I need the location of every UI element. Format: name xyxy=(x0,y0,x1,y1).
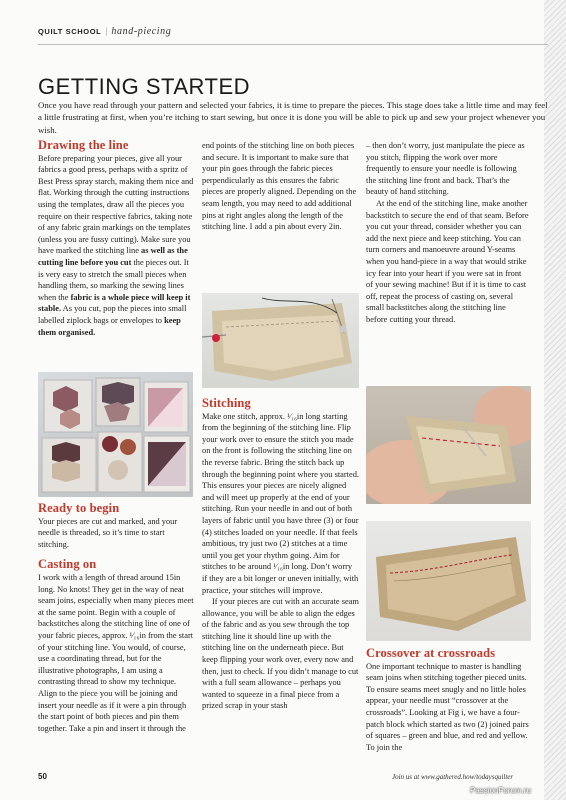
fabric-pieces-photo xyxy=(38,372,193,497)
drawing-highlight-3: keep them organised. xyxy=(38,315,181,337)
heading-stitching: Stitching xyxy=(202,396,251,410)
stitching-paragraph-4: At the end of the stitching line, make another backstitch to secure the end of that seam. Before you cut your thread, consider whether you can add the next piece and keep stitching. You can turn corners and manoeuvre around Y-seams when you hand-piece in a way that would strike icy fear into your heart if you were sat in front of your sewing machine! But if it is time to cast off, repeat the process of casting on, several small backstitches along the stitching line before cutting your thread. xyxy=(366,198,529,324)
column-3-bottom xyxy=(366,648,529,753)
stitching-paragraph-1: Make one stitch, approx. ¹⁄₁₆in long starting from the beginning of the stitching line. Flip your work over to ensure the stitch you made on the front is following the stitching line on the reverse fabric. Bring the stitch back up through the beginning point where you started. This ensures your pieces are nicely aligned and will meet up properly at the end of your stitching. Run your needle in and out of both layers of fabric until you have three (3) or four (4) stitches loaded on your needle. If that feels ambitious, try just two (2) stitches at a time until you get your rhythm going. Aim for stitches to be around ¹⁄₁₆in long. Don’t worry if they are a bit longer or uneven initially, with practice, your stitches will improve. xyxy=(202,411,359,595)
page-number: 50 xyxy=(38,772,47,781)
column-3-top xyxy=(366,140,529,326)
needle-stitching-photo xyxy=(366,386,531,504)
drawing-text-a: Before preparing your pieces, give all your fabrics a good press, perhaps with a spritz of Best Press spray starch, making them nice and flat. Working through the cutting instructions using the templates, draw all the pieces you require on their respective fabrics, taking note of any fabric grain markings on the templates (unless you are fussy cutting). Make sure you have marked the stitching line xyxy=(38,153,194,256)
intro-paragraph: Once you have read through your pattern and selected your fabrics, it is time to prepare the pieces. This stage does take a little time and may feel a little frustrating at first, when you’re itching to start sewing, but once it is done you will be able to pick up and sew your project whenever you wish. xyxy=(38,100,548,135)
finished-seam-photo xyxy=(366,521,531,641)
page-title: GETTING STARTED xyxy=(38,74,251,99)
column-2-top xyxy=(202,140,359,233)
running-header xyxy=(38,26,171,37)
watermark-text: PassionForum.ru xyxy=(470,786,531,795)
stitching-paragraph-3: – then don’t worry, just manipulate the piece as you stitch, flipping the work over more frequently to ensure your needle is following the stitching line front and back. That’s the beauty of hand stitching. xyxy=(366,141,525,197)
heading-drawing-the-line: Drawing the line xyxy=(38,138,129,152)
footer-join-link[interactable]: Join us at www.gathered.how/todaysquilter xyxy=(392,773,514,781)
column-2-bottom xyxy=(202,398,359,712)
crossover-paragraph: One important technique to master is handling seam joins when stitching together pieced units. To ensure seams meet snugly and no little holes appear, your needle must “crossover at the crossroads”. Looking at Fig i, we have a four-patch block which started as two (2) joined pairs of squares – green and blue, and red and yellow. To join the xyxy=(366,661,529,752)
heading-crossover-at-crossroads: Crossover at crossroads xyxy=(366,646,496,660)
pinned-pieces-photo xyxy=(202,293,359,388)
section-label: QUILT SCHOOL xyxy=(38,27,102,36)
header-separator: | xyxy=(105,26,108,36)
drawing-text-c: the pieces out. It is very easy to stretch the small pieces when handling them, so marking the sewing lines when the xyxy=(38,257,189,302)
drawing-continued-paragraph: end points of the stitching line on both pieces and secure. It is important to make sure that your pin goes through the fabric pieces perpendicularly as this ensures the fabric pieces are properly aligned. Depending on the seam length, you may need to add additional pins at right angles along the length of the stitching line. I add a pin about every 2in. xyxy=(202,141,357,232)
drawing-highlight-2: fabric is a whole piece will keep it stable. xyxy=(38,292,191,314)
heading-ready-to-begin: Ready to begin xyxy=(38,501,120,515)
header-rule xyxy=(38,44,548,45)
drawing-highlight-1: as well as the cutting line before you cut xyxy=(38,246,188,267)
stitching-paragraph-2: If your pieces are cut with an accurate seam allowance, you will be able to align the edges of the fabric and as you sew through the top stitching line it should line up with the stitching line on the underneath piece. But keep flipping your work over, every now and then, just to check. If you didn’t manage to cut with a full seam allowance – perhaps you wanted to squeeze in a final piece from a prized scrap in your stash xyxy=(202,597,359,711)
drawing-text-e: As you cut, pop the pieces into small labelled ziplock bags or envelopes to xyxy=(38,304,187,325)
column-1-top xyxy=(38,140,195,338)
section-subtitle: hand-piecing xyxy=(111,26,172,37)
casting-paragraph: I work with a length of thread around 15in long. No knots! They get in the way of neat seam joins, especially when many pieces meet at the same point. Begin with a couple of backstitches along the stitching line of one of your fabric pieces, approx. ¹⁄₁₆in from the start of your stitching line. You would, of course, use a coordinating thread, but for the illustrative photographs, I am using a contrasting thread to show my technique. Align to the piece you will be joining and insert your needle as if it were a pin through the start point of both pieces and pin them together. Take a pin and insert it through the xyxy=(38,572,194,733)
heading-casting-on: Casting on xyxy=(38,557,97,572)
ready-paragraph: Your pieces are cut and marked, and your needle is threaded, so it’s time to start stitching. xyxy=(38,516,178,549)
column-1-bottom xyxy=(38,503,195,734)
drawing-paragraph xyxy=(38,153,195,339)
